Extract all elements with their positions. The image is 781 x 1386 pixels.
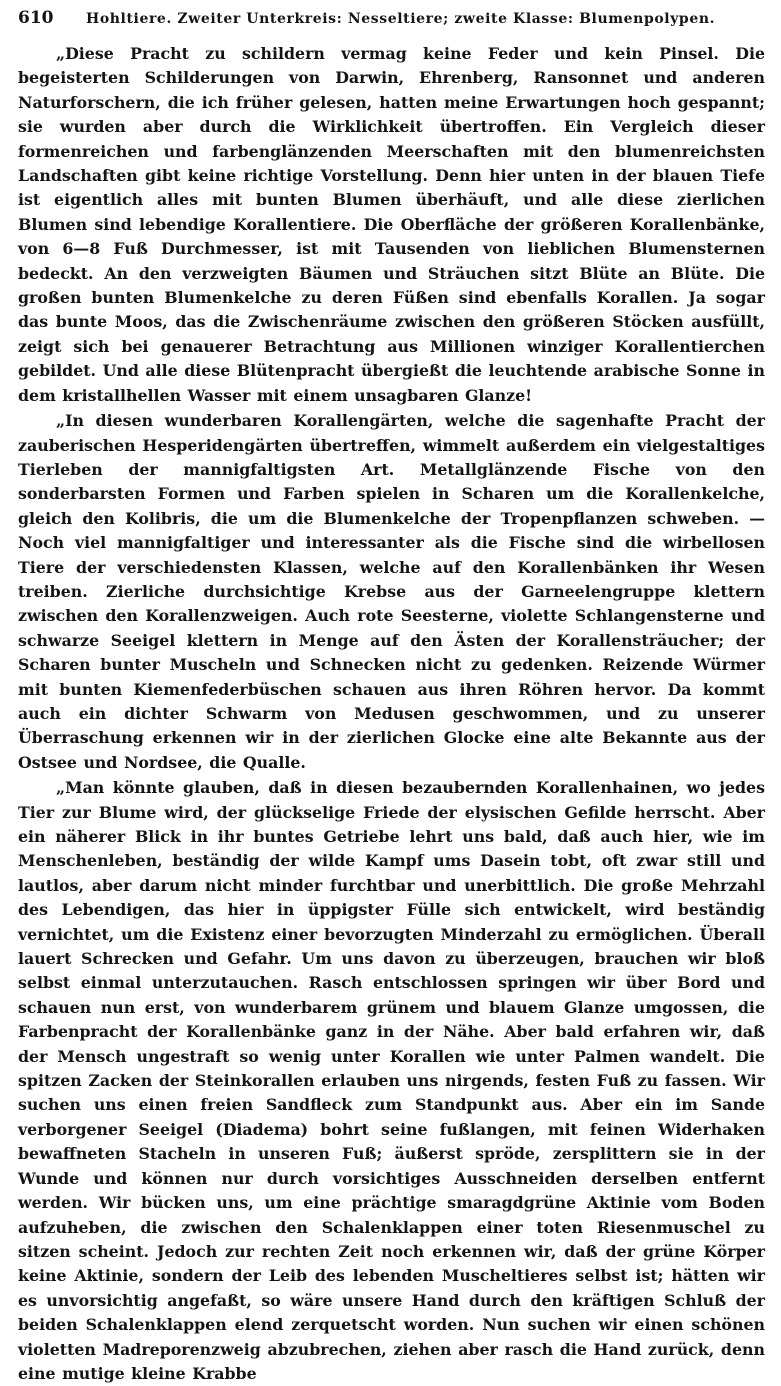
paragraph-struggle-for-existence: „Man könnte glauben, daß in diesen bezaubernden Korallenhainen, wo jedes Tier zur Blume wird, der glückselige Friede der elysischen Gefilde herrscht. Aber ein näherer Blick in ihr buntes Getriebe lehrt uns bald, daß auch hier, wie im Menschenleben, beständig der wilde Kampf ums Dasein tobt, oft zwar still und lautlos, aber darum nicht minder furchtbar und unerbittlich. Die große Mehrzahl des Lebendigen, das hier in üppigster Fülle sich entwickelt, wird beständig vernichtet, um die Existenz einer bevorzugten Minderzahl zu ermöglichen. Überall lauert Schrecken und Gefahr. Um uns davon zu überzeugen, brauchen wir bloß selbst einmal unterzutauchen. Rasch entschlossen springen wir über Bord und schauen nun erst, von wunderbarem grünem und blauem Glanze umgossen, die Farbenpracht der Korallenbänke ganz in der Nähe. Aber bald erfahren wir, daß der Mensch ungestraft so wenig unter Korallen wie unter Palmen wandelt. Die spitzen Zacken der Steinkorallen erlauben uns nirgends, festen Fuß zu fassen. Wir suchen uns einen freien Sandfleck zum Standpunkt aus. Aber ein im Sande verborgener Seeigel (Diadema) bohrt seine fußlangen, mit feinen Widerhaken bewaffneten Stacheln in unseren Fuß; äußerst spröde, zersplittern sie in der Wunde und können nur durch vorsichtiges Ausschneiden derselben entfernt werden. Wir bücken uns, um eine prächtige smaragdgrüne Aktinie vom Boden aufzuheben, die zwischen den Schalenklappen einer toten Riesenmuschel zu sitzen scheint. Jedoch zur rechten Zeit noch erkennen wir, daß der grüne Körper keine Aktinie, sondern der Leib des lebenden Muscheltieres selbst ist; hätten wir es unvorsichtig angefaßt, so wäre unsere Hand durch den kräftigen Schluß der beiden Schalenklappen elend zerquetscht worden. Nun suchen wir einen schönen violetten Madreporenzweig abzubrechen, ziehen aber rasch die Hand zurück, denn eine mutige kleine Krabbe: [18, 778, 765, 1383]
running-header: [18, 8, 765, 42]
page-number: 610: [18, 8, 54, 28]
paragraph-coral-beauty: „Diese Pracht zu schildern vermag keine Feder und kein Pinsel. Die begeisterten Schilderungen von Darwin, Ehrenberg, Ransonnet und anderen Naturforschern, die ich früher gelesen, hatten meine Erwartungen hoch gespannt; sie wurden aber durch die Wirklichkeit übertroffen. Ein Vergleich dieser formenreichen und farbenglänzenden Meerschaften mit den blumenreichsten Landschaften gibt keine richtige Vorstellung. Denn hier unten in der blauen Tiefe ist eigentlich alles mit bunten Blumen überhäuft, und alle diese zierlichen Blumen sind lebendige Korallentiere. Die Oberfläche der größeren Korallenbänke, von 6—8 Fuß Durchmesser, ist mit Tausenden von lieblichen Blumensternen bedeckt. An den verzweigten Bäumen und Sträuchen sitzt Blüte an Blüte. Die großen bunten Blumenkelche zu deren Füßen sind ebenfalls Korallen. Ja sogar das bunte Moos, das die Zwischenräume zwischen den größeren Stöcken ausfüllt, zeigt sich bei genauerer Betrachtung aus Millionen winziger Korallentierchen gebildet. Und alle diese Blütenpracht übergießt die leuchtende arabische Sonne in dem kristallhellen Wasser mit einem unsagbaren Glanze!: [18, 44, 765, 405]
paragraph-coral-gardens: „In diesen wunderbaren Korallengärten, welche die sagenhafte Pracht der zauberischen Hesperidengärten übertreffen, wimmelt außerdem ein vielgestaltiges Tierleben der mannigfaltigsten Art. Metallglänzende Fische von den sonderbarsten Formen und Farben spielen in Scharen um die Korallenkelche, gleich den Kolibris, die um die Blumenkelche der Tropenpflanzen schweben. — Noch viel mannigfaltiger und interessanter als die Fische sind die wirbellosen Tiere der verschiedensten Klassen, welche auf den Korallenbänken ihr Wesen treiben. Zierliche durchsichtige Krebse aus der Garneelengruppe klettern zwischen den Korallenzweigen. Auch rote Seesterne, violette Schlangensterne und schwarze Seeigel klettern in Menge auf den Ästen der Korallensträucher; der Scharen bunter Muscheln und Schnecken nicht zu gedenken. Reizende Würmer mit bunten Kiemenfederbüschen schauen aus ihren Röhren hervor. Da kommt auch ein dichter Schwarm von Medusen geschwommen, und zu unserer Überraschung erkennen wir in der zierlichen Glocke eine alte Bekannte aus der Ostsee und Nordsee, die Qualle.: [18, 411, 765, 772]
body-text: [18, 42, 765, 1386]
running-title: Hohltiere. Zweiter Unterkreis: Nesseltiere; zweite Klasse: Blumenpolypen.: [86, 11, 716, 27]
